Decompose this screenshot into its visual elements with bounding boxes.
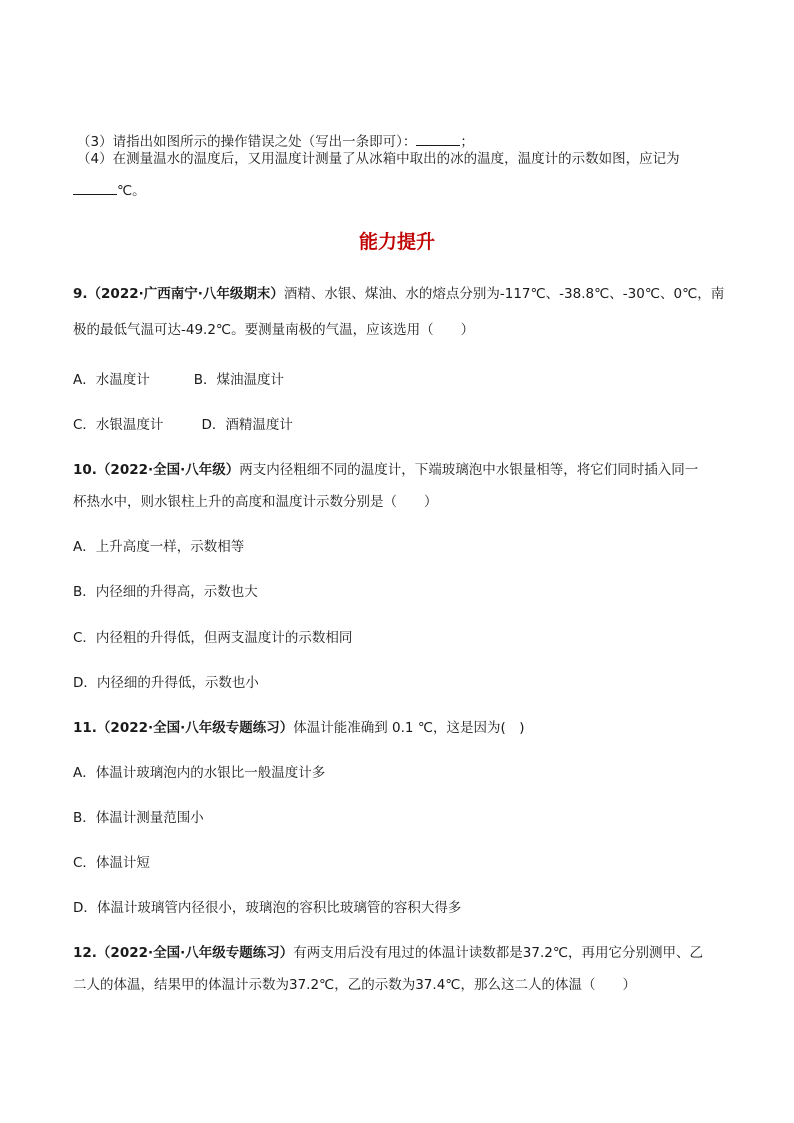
option-b[interactable]: B．体温计测量范围小 (73, 810, 204, 826)
answer-blank[interactable] (73, 182, 117, 195)
question-source: （2022·全国·八年级专题练习） (96, 945, 294, 961)
option-d[interactable]: D．酒精温度计 (201, 417, 293, 433)
q12-line1 (73, 941, 703, 961)
option-d[interactable]: D．内径细的升得低，示数也小 (73, 675, 259, 691)
part3-tail: ； (460, 134, 474, 150)
question-number: 11. (73, 720, 97, 736)
question-text: 体温计能准确到 0.1 ℃，这是因为( ) (293, 720, 525, 736)
option-b[interactable]: B．煤油温度计 (193, 372, 285, 388)
q12-line2: 二人的体温，结果甲的体温计示数为37.2℃，乙的示数为37.4℃，那么这二人的体温（ ） (73, 977, 636, 993)
q11-line1 (73, 716, 525, 736)
part3-text: （3）请指出如图所示的操作错误之处（写出一条即可）： (77, 134, 417, 150)
question-number: 12. (73, 945, 97, 961)
option-a[interactable]: A．上升高度一样，示数相等 (73, 539, 245, 555)
option-c[interactable]: C．水银温度计 (73, 417, 164, 433)
question-number: 10. (73, 462, 97, 478)
q9-line1 (73, 282, 724, 302)
option-c[interactable]: C．内径粗的升得低，但两支温度计的示数相同 (73, 630, 353, 646)
part4-line2 (73, 179, 146, 199)
part4-text: （4）在测量温水的温度后，又用温度计测量了从冰箱中取出的冰的温度，温度计的示数如图，应记为 (77, 151, 680, 167)
q9-options-ab (73, 368, 284, 388)
question-source: （2022·广西南宁·八年级期末） (87, 286, 284, 302)
question-source: （2022·全国·八年级） (96, 462, 240, 478)
q10-line2: 杯热水中，则水银柱上升的高度和温度计示数分别是（ ） (73, 494, 438, 510)
q10-line1 (73, 458, 698, 478)
question-text: 两支内径粗细不同的温度计，下端玻璃泡中水银量相等，将它们同时插入同一 (239, 462, 699, 478)
question-source: （2022·全国·八年级专题练习） (96, 720, 294, 736)
option-b[interactable]: B．内径细的升得高，示数也大 (73, 584, 258, 600)
option-c[interactable]: C．体温计短 (73, 855, 150, 871)
option-d[interactable]: D．体温计玻璃管内径很小，玻璃泡的容积比玻璃管的容积大得多 (73, 900, 462, 916)
q9-line2: 极的最低气温可达-49.2℃。要测量南极的气温，应该选用（ ） (73, 322, 475, 338)
part4-tail: ℃。 (117, 183, 146, 199)
question-text: 酒精、水银、煤油、水的熔点分别为-117℃、-38.8℃、-30℃、0℃，南 (283, 286, 725, 302)
section-title: 能力提升 (358, 231, 435, 253)
answer-blank[interactable] (416, 133, 460, 146)
question-text: 有两支用后没有甩过的体温计读数都是37.2℃，再用它分别测甲、乙 (293, 945, 703, 961)
option-a[interactable]: A．体温计玻璃泡内的水银比一般温度计多 (73, 765, 326, 781)
option-a[interactable]: A．水温度计 (73, 372, 150, 388)
q9-options-cd (73, 413, 293, 433)
question-number: 9. (73, 286, 88, 302)
